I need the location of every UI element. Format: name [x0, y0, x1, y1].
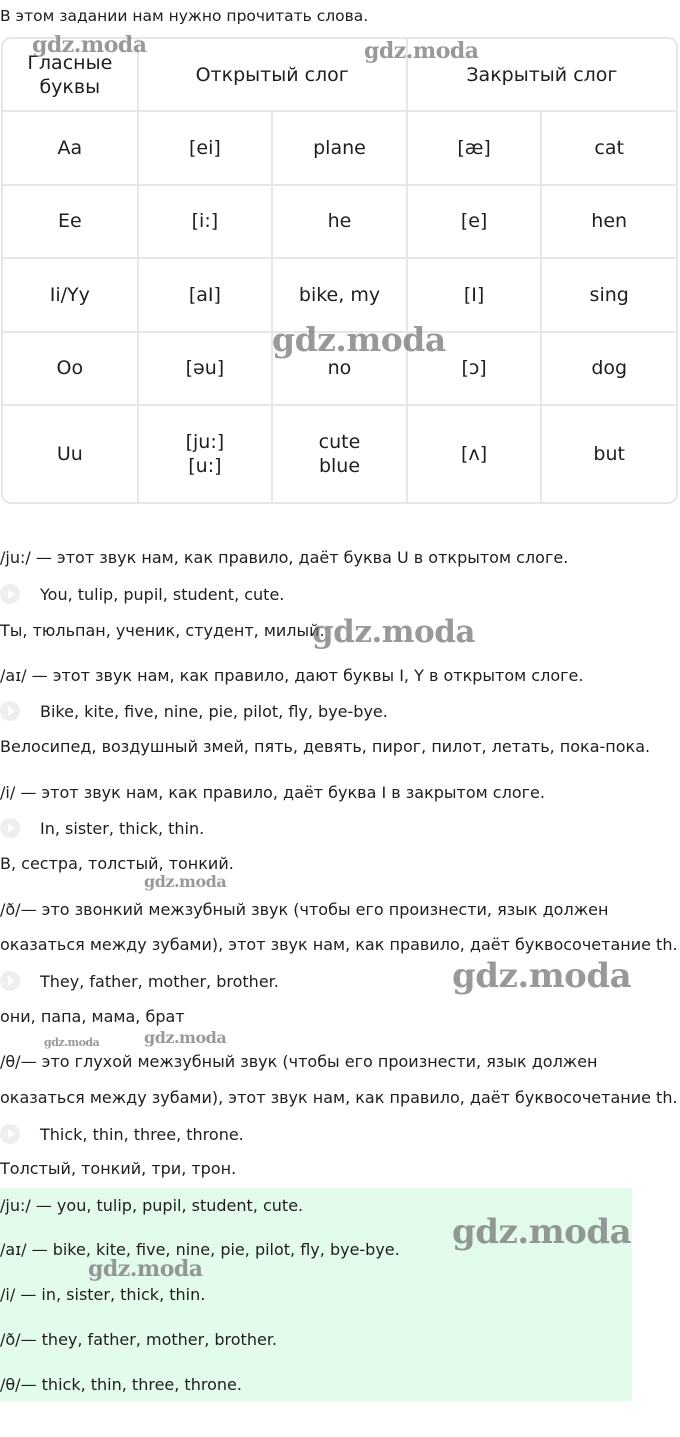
watermark-logo: gdz.moda: [32, 32, 147, 58]
open-sound: [138, 405, 273, 502]
play-icon[interactable]: [0, 971, 20, 991]
open-word: no: [272, 332, 407, 406]
closed-sound: [e]: [407, 185, 542, 259]
closed-word: cat: [541, 111, 676, 185]
header-open-syllable: Открытый слог: [138, 39, 407, 111]
answer-line: /i/ — in, sister, thick, thin.: [0, 1285, 206, 1304]
answer-line: /ð/— they, father, mother, brother.: [0, 1330, 278, 1349]
open-sound: [i:]: [138, 185, 273, 259]
play-icon[interactable]: [0, 1124, 20, 1144]
example-words: You, tulip, pupil, student, cute.: [40, 584, 285, 604]
closed-word: hen: [541, 185, 676, 259]
table-row: [3, 405, 676, 502]
watermark-logo: gdz.moda: [452, 1212, 632, 1252]
vowel-table: [1, 37, 678, 504]
watermark-logo: gdz.moda: [272, 320, 446, 359]
watermark-logo: gdz.moda: [312, 614, 475, 650]
translation-ai: Велосипед, воздушный змей, пять, девять, пирог, пилот, летать, пока-пока.: [0, 737, 651, 756]
example-words: Bike, kite, five, nine, pie, pilot, fly, bye-bye.: [40, 701, 388, 721]
intro-text: В этом задании нам нужно прочитать слова.: [0, 7, 369, 25]
example-words: They, father, mother, brother.: [40, 971, 279, 991]
open-word: plane: [272, 111, 407, 185]
open-word: bike, my: [272, 258, 407, 332]
vowel-letter: Aa: [3, 111, 138, 185]
answer-line: /ju:/ — you, tulip, pupil, student, cute.: [0, 1196, 304, 1215]
rule-i: /i/ — этот звук нам, как правило, даёт буква I в закрытом слоге.: [0, 783, 545, 802]
watermark-logo: gdz.moda: [452, 956, 632, 996]
rule-voiceless-th-line2: оказаться между зубами), этот звук нам, как правило, даёт буквосочетание th.: [0, 1088, 678, 1107]
open-sound: [ei]: [138, 111, 273, 185]
vowel-letter: Ii/Yy: [3, 258, 138, 332]
translation-voiceless-th: Толстый, тонкий, три, трон.: [0, 1159, 237, 1178]
vowel-letter: Ee: [3, 185, 138, 259]
watermark-logo: gdz.moda: [88, 1256, 203, 1282]
closed-sound: [ʌ]: [407, 405, 542, 502]
open-sound: [aI]: [138, 258, 273, 332]
answer-line: /θ/— thick, thin, three, throne.: [0, 1375, 242, 1394]
rule-ai: /aɪ/ — этот звук нам, как правило, дают буквы I, Y в открытом слоге.: [0, 666, 584, 685]
watermark-logo: gdz.moda: [364, 38, 479, 64]
open-sound-line: [u:]: [188, 455, 222, 477]
play-icon[interactable]: [0, 584, 20, 604]
closed-sound: [ɔ]: [407, 332, 542, 406]
play-icon[interactable]: [0, 818, 20, 838]
open-word-line: cute: [318, 431, 361, 453]
header-vowels: Гласные буквы: [3, 39, 138, 111]
example-ju: [0, 584, 284, 604]
watermark-logo: gdz.moda: [144, 872, 227, 891]
closed-word: but: [541, 405, 676, 502]
rule-voiced-th-line1: /ð/— это звонкий межзубный звук (чтобы его произнести, язык должен: [0, 900, 609, 919]
example-words: Thick, thin, three, throne.: [40, 1124, 244, 1144]
example-voiced-th: [0, 971, 279, 991]
vowel-letter: Oo: [3, 332, 138, 406]
closed-word: dog: [541, 332, 676, 406]
open-sound: [əu]: [138, 332, 273, 406]
play-icon[interactable]: [0, 701, 20, 721]
open-sound-line: [ju:]: [185, 431, 225, 453]
closed-sound: [æ]: [407, 111, 542, 185]
header-closed-syllable: Закрытый слог: [407, 39, 676, 111]
table-row: [3, 111, 676, 185]
rule-voiced-th-line2: оказаться между зубами), этот звук нам, как правило, даёт буквосочетание th.: [0, 935, 678, 954]
rule-ju: /ju:/ — этот звук нам, как правило, даёт буква U в открытом слоге.: [0, 548, 569, 567]
vowel-letter: Uu: [3, 405, 138, 502]
closed-sound: [I]: [407, 258, 542, 332]
translation-voiced-th: они, папа, мама, брат: [0, 1007, 185, 1026]
table-row: [3, 185, 676, 259]
example-words: In, sister, thick, thin.: [40, 818, 205, 838]
watermark-logo: gdz.moda: [144, 1028, 227, 1047]
closed-word: sing: [541, 258, 676, 332]
example-i: [0, 818, 204, 838]
open-word-line: blue: [318, 455, 361, 477]
example-voiceless-th: [0, 1124, 244, 1144]
rule-voiceless-th-line1: /θ/— это глухой межзубный звук (чтобы его произнести, язык должен: [0, 1052, 598, 1071]
open-word: he: [272, 185, 407, 259]
translation-i: В, сестра, толстый, тонкий.: [0, 854, 234, 873]
translation-ju: Ты, тюльпан, ученик, студент, милый.: [0, 621, 325, 640]
answer-line: /aɪ/ — bike, kite, five, nine, pie, pilot, fly, bye-bye.: [0, 1240, 400, 1259]
open-word: [272, 405, 407, 502]
watermark-logo: gdz.moda: [44, 1036, 100, 1049]
example-ai: [0, 701, 388, 721]
